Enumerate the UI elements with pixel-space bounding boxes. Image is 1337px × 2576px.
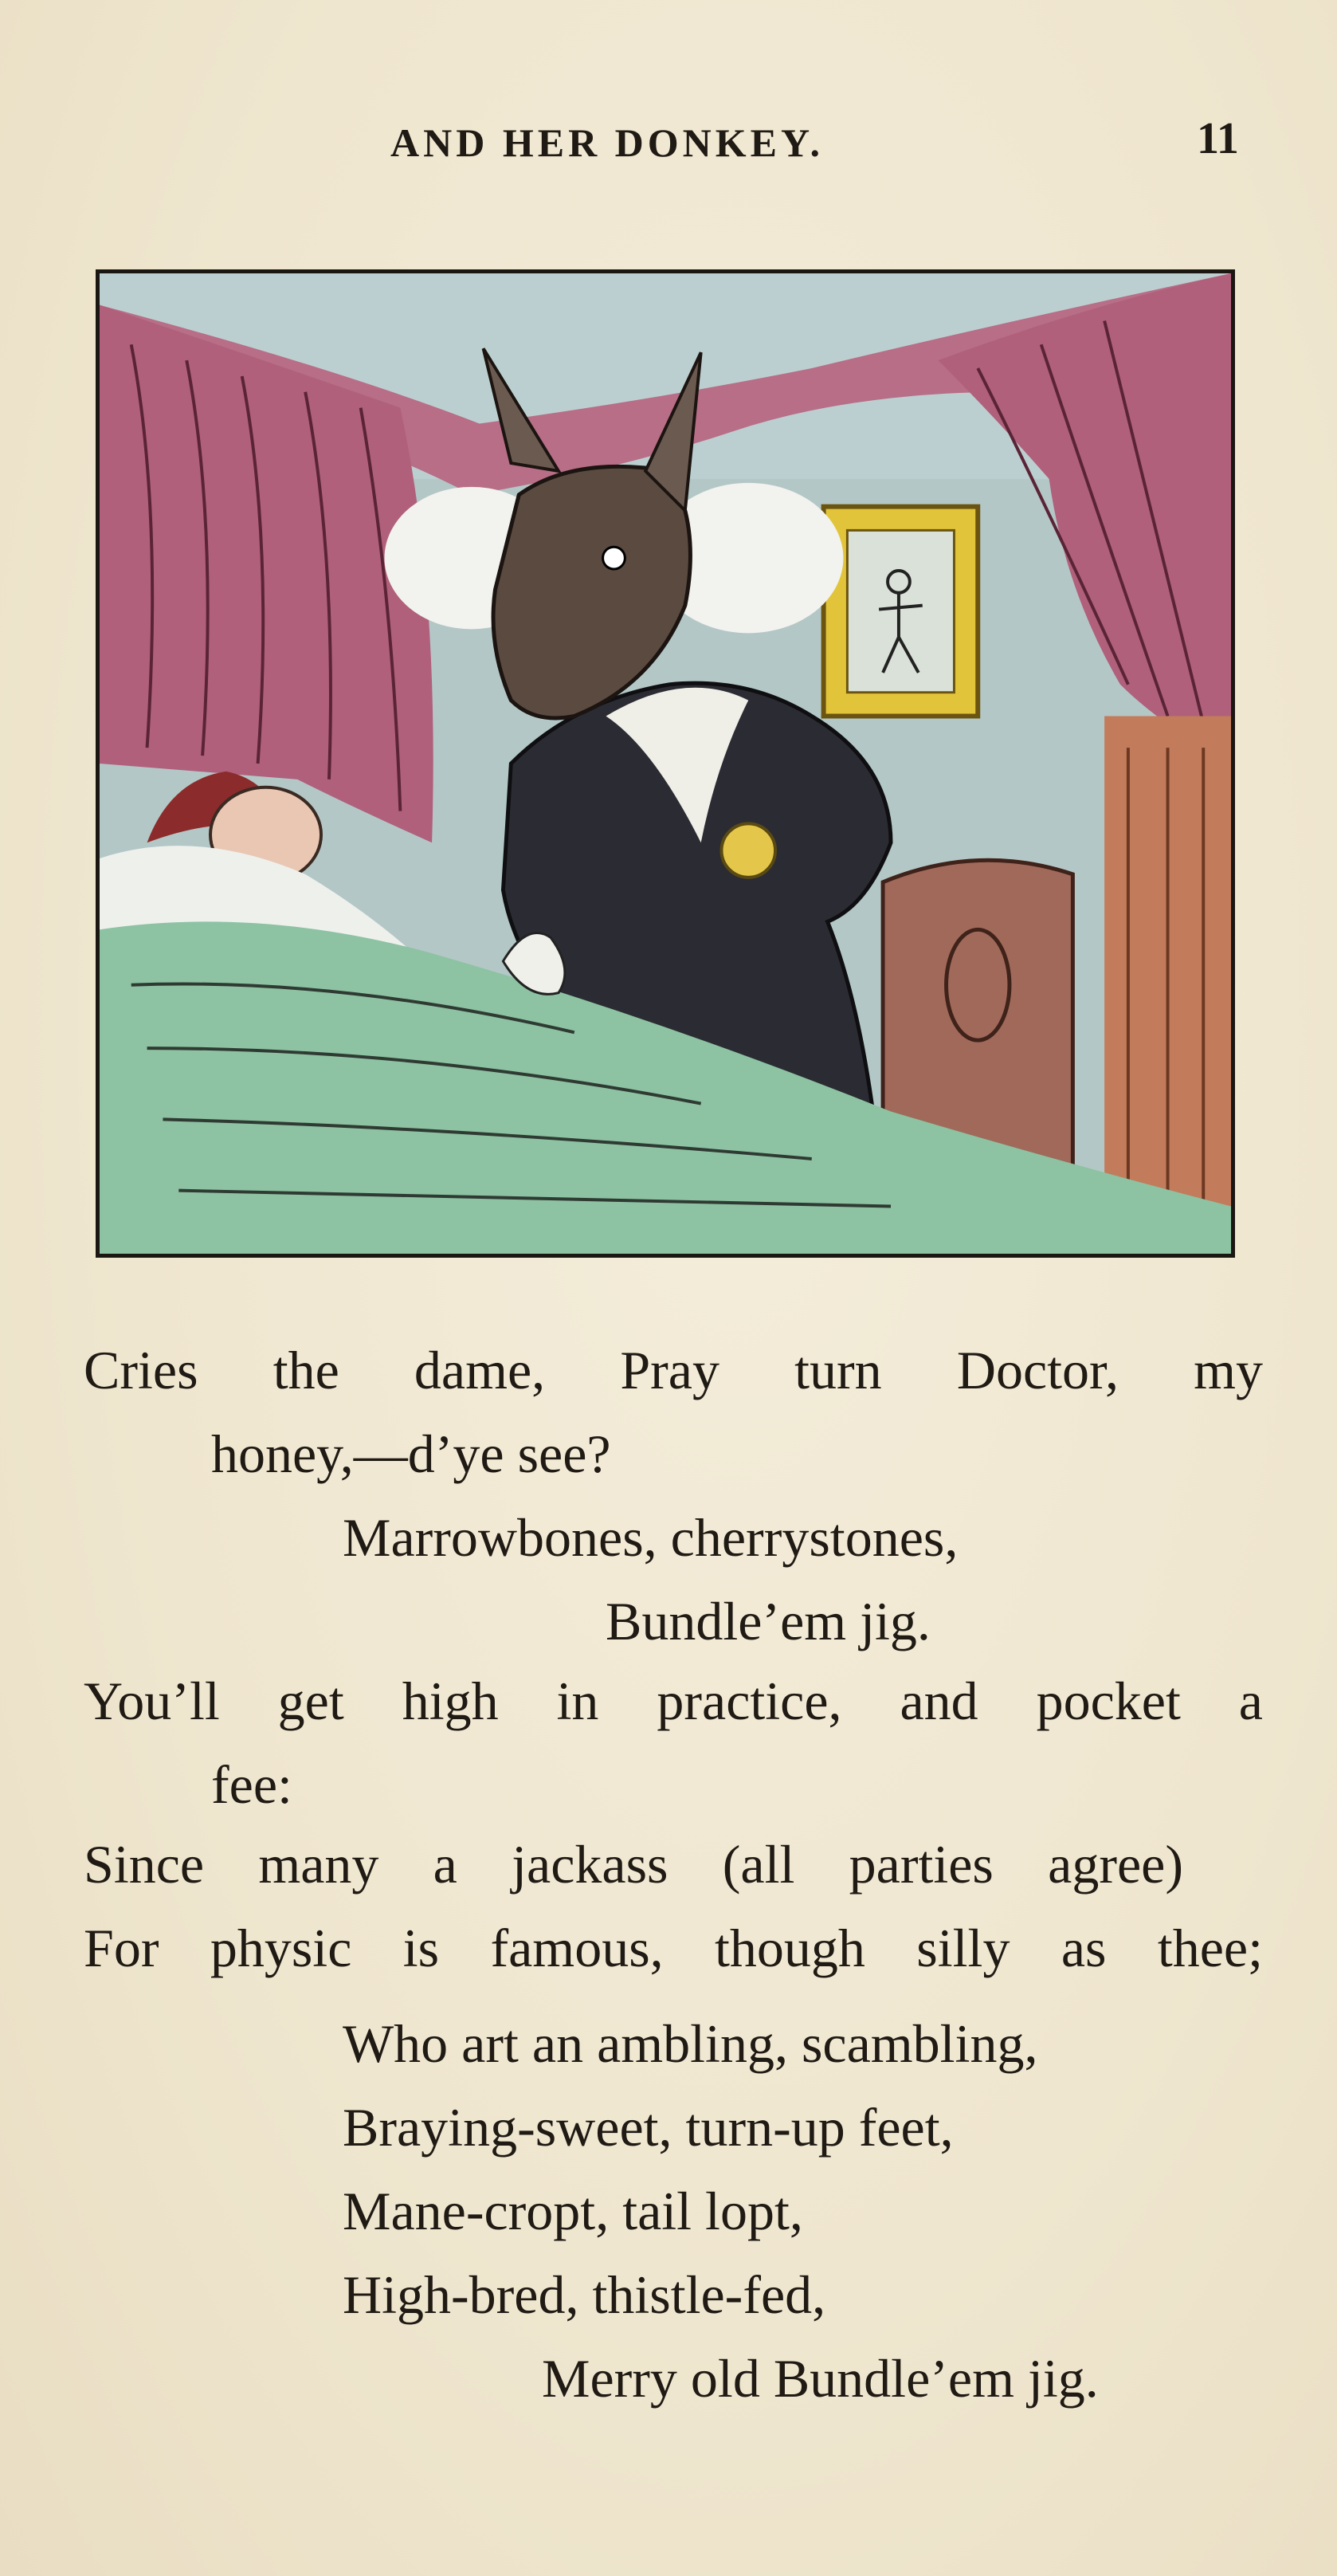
verse-line-1: Cries the dame, Pray turn Doctor, my	[84, 1340, 1263, 1400]
pocket-watch	[722, 823, 776, 877]
verse-line-13: Merry old Bundle’em jig.	[542, 2348, 1099, 2409]
verse-line-9: Who art an ambling, scambling,	[343, 2013, 1038, 2074]
verse-line-7: Since many a jackass (all parties agree)	[84, 1834, 1183, 1895]
verse-line-11: Mane-cropt, tail lopt,	[343, 2181, 803, 2241]
verse-line-8: For physic is famous, though silly as thee;	[84, 1918, 1263, 1978]
verse-line-12: High-bred, thistle-fed,	[343, 2264, 826, 2325]
illustration-drawing	[100, 273, 1231, 1254]
page-number: 11	[1197, 114, 1239, 163]
verse-line-2: honey,—d’ye see?	[211, 1423, 611, 1484]
illustration-donkey-doctor	[96, 269, 1235, 1258]
running-head: AND HER DONKEY.	[390, 120, 825, 165]
verse-line-3: Marrowbones, cherrystones,	[343, 1507, 959, 1568]
verse-line-10: Braying-sweet, turn-up feet,	[343, 2097, 954, 2158]
verse-line-5: You’ll get high in practice, and pocket a	[84, 1671, 1263, 1731]
verse-line-6: fee:	[211, 1754, 292, 1815]
verse-line-4: Bundle’em jig.	[606, 1591, 931, 1651]
